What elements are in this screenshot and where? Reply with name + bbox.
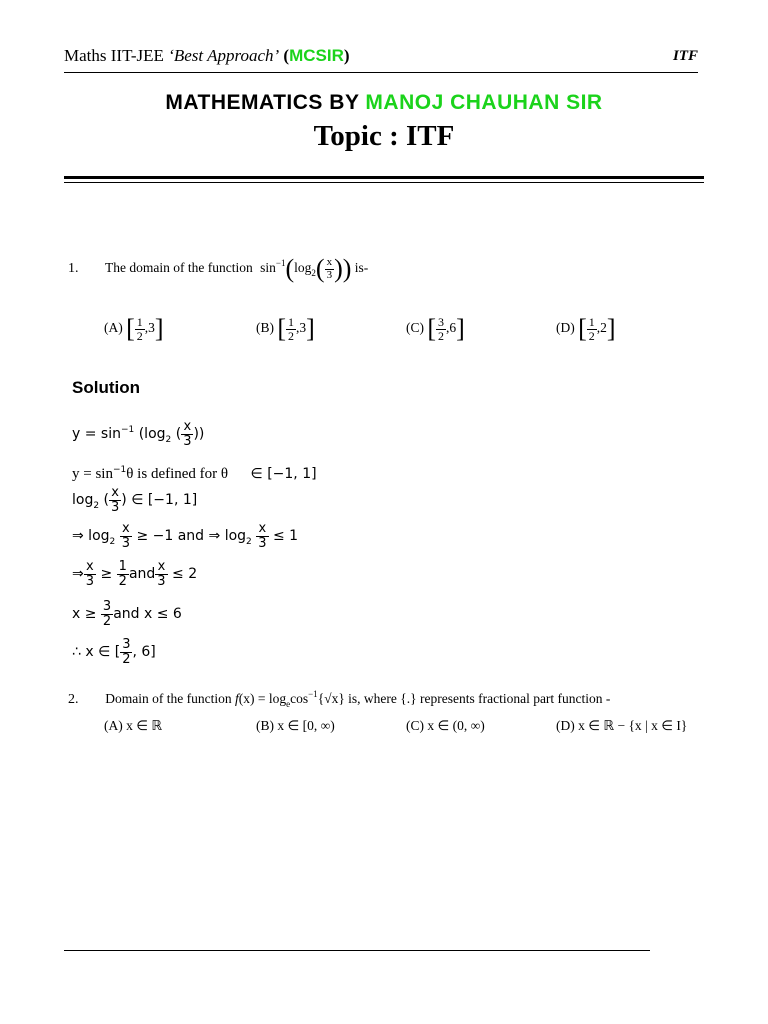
text: ≥ xyxy=(96,566,117,583)
running-header xyxy=(64,46,698,70)
option-label: (C) xyxy=(406,320,424,336)
frac-den: 2 xyxy=(588,328,595,343)
question-log: log xyxy=(294,260,312,276)
text: y = sin xyxy=(72,466,113,482)
text: ≥ −1 and ⇒ log xyxy=(132,528,247,545)
frac-num: x xyxy=(181,420,193,435)
frac-num: x xyxy=(326,255,333,268)
fraction xyxy=(109,486,121,514)
option-label: (A) xyxy=(104,320,123,336)
paren-inner-open: ( xyxy=(315,254,325,283)
fraction xyxy=(120,638,132,666)
bracket-open: [ xyxy=(578,314,587,343)
option-label: (D) xyxy=(556,718,575,733)
paren-inner-close: ) xyxy=(334,254,343,283)
banner-prefix: MATHEMATICS BY xyxy=(165,91,366,114)
text: , 6] xyxy=(132,644,156,661)
author-banner xyxy=(0,91,768,115)
option-label: (D) xyxy=(556,320,575,336)
frac-den: 3 xyxy=(183,433,192,449)
q2-option-c xyxy=(406,718,485,734)
option-upper: 3 xyxy=(299,320,307,336)
frac-num: 1 xyxy=(136,314,143,329)
option-value: x ∈ [0, ∞) xyxy=(277,718,335,733)
header-rule xyxy=(64,72,698,73)
question-1 xyxy=(68,254,368,284)
frac-den: 2 xyxy=(122,651,131,667)
text: and xyxy=(128,566,156,583)
question-log-base: 2 xyxy=(311,268,316,279)
frac-den: 3 xyxy=(326,268,333,281)
question-number: 1. xyxy=(68,261,79,277)
frac-den: 3 xyxy=(111,499,120,515)
option-upper: 6 xyxy=(449,320,457,336)
frac-num: 3 xyxy=(122,637,131,652)
frac-den: 2 xyxy=(136,328,143,343)
frac-den: 3 xyxy=(121,535,130,551)
frac-den: 3 xyxy=(85,573,95,589)
frac-den: 2 xyxy=(288,328,295,343)
running-header-left xyxy=(64,46,350,66)
option-label: (B) xyxy=(256,320,274,336)
bracket-close: ] xyxy=(456,314,465,343)
footer-rule xyxy=(64,950,650,951)
text: (log xyxy=(134,426,166,443)
bracket-close: ] xyxy=(606,314,616,343)
bracket-open: [ xyxy=(126,314,135,343)
fraction xyxy=(117,560,129,588)
sup: −1 xyxy=(308,689,318,699)
frac-den: 3 xyxy=(157,573,166,589)
frac-num: x xyxy=(109,486,121,501)
option-fraction xyxy=(436,316,446,342)
text: θ is defined for θ xyxy=(126,466,229,482)
option-value: x ∈ ℝ xyxy=(126,718,163,733)
option-label: (B) xyxy=(256,718,274,733)
bracket-close: ] xyxy=(154,314,164,343)
paren-open: ( xyxy=(285,254,295,283)
page-title: Topic : ITF xyxy=(313,120,455,152)
text: Domain of the function xyxy=(105,691,235,706)
sup: −1 xyxy=(120,425,135,436)
frac-den: 3 xyxy=(258,535,267,551)
header-subject: Maths IIT-JEE xyxy=(64,46,169,65)
text: ( xyxy=(171,426,182,443)
frac-num: 3 xyxy=(438,314,445,329)
frac-num: 1 xyxy=(288,314,295,329)
text: {√x} is, where {.} represents fractional part function - xyxy=(317,691,611,706)
title-rule-thin xyxy=(64,182,704,183)
question-number: 2. xyxy=(68,692,79,707)
solution-line-2 xyxy=(72,465,317,483)
option-a: (A) [ $\frac{1}{2}$ ,3] xyxy=(104,314,164,343)
question-fn-sup: −1 xyxy=(275,258,286,269)
fraction xyxy=(84,560,96,588)
frac-den: 2 xyxy=(118,573,127,589)
header-series: ‘Best Approach’ xyxy=(168,46,280,65)
running-header-right: ITF xyxy=(672,48,698,64)
question-fn: sin xyxy=(260,260,276,276)
bracket-open: [ xyxy=(277,314,287,343)
fraction xyxy=(120,522,132,550)
question-tail: is- xyxy=(354,260,369,276)
sub: 2 xyxy=(109,537,116,548)
text: ∈ [−1, 1] xyxy=(250,466,317,482)
frac-den: 2 xyxy=(102,613,112,629)
text: ) ∈ [−1, 1] xyxy=(121,492,198,509)
q2-option-d xyxy=(556,718,687,734)
q2-option-b xyxy=(256,718,335,734)
sub: 2 xyxy=(93,501,100,512)
text: and x ≤ 6 xyxy=(113,606,182,623)
sub: 2 xyxy=(165,435,172,446)
solution-line-7 xyxy=(72,638,156,666)
option-b: (B) [ $\frac{1}{2}$ ,3] xyxy=(256,314,315,343)
option-fraction xyxy=(135,316,145,342)
header-brand: MCSIR xyxy=(289,46,344,65)
solution-line-5 xyxy=(72,560,197,588)
text: f xyxy=(234,691,239,706)
text: x ≥ xyxy=(72,606,101,623)
text: ⇒ xyxy=(72,566,84,583)
frac-num: x xyxy=(256,522,268,537)
banner-author-name: MANOJ CHAUHAN SIR xyxy=(365,91,603,114)
option-value: x ∈ (0, ∞) xyxy=(427,718,485,733)
header-paren-open: ( xyxy=(279,46,290,65)
question-text: The domain of the function xyxy=(105,260,253,276)
frac-num: 1 xyxy=(118,559,127,574)
bracket-close: ] xyxy=(306,314,315,343)
text: (x) = log xyxy=(238,691,287,706)
solution-line-3 xyxy=(72,486,197,514)
text: y = sin xyxy=(72,426,121,443)
fraction xyxy=(256,522,268,550)
frac-num: 3 xyxy=(102,599,112,614)
option-label: (C) xyxy=(406,718,424,733)
solution-line-4 xyxy=(72,522,298,550)
frac-den: 2 xyxy=(438,328,445,343)
text: cos xyxy=(290,691,309,706)
option-label: (A) xyxy=(104,718,123,733)
q2-option-a xyxy=(104,718,162,734)
text: ≤ 1 xyxy=(268,528,299,545)
text: log xyxy=(72,492,94,509)
text: ⇒ log xyxy=(72,528,110,545)
fraction xyxy=(155,560,167,588)
sup: −1 xyxy=(112,465,127,475)
solution-heading: Solution xyxy=(72,378,140,397)
solution-line-6 xyxy=(72,600,182,628)
frac-num: 1 xyxy=(588,314,595,329)
question-2 xyxy=(68,689,610,709)
text: )) xyxy=(193,426,205,443)
fraction xyxy=(101,600,113,628)
option-upper: 3 xyxy=(148,320,155,336)
paren-close: ) xyxy=(342,254,352,283)
option-fraction xyxy=(286,316,296,342)
frac-num: x xyxy=(155,560,167,575)
option-d: (D) [ $\frac{1}{2}$ ,2] xyxy=(556,314,616,343)
frac-num: x xyxy=(84,560,96,575)
bracket-open: [ xyxy=(427,314,437,343)
option-upper: 2 xyxy=(600,320,607,336)
header-paren-close: ) xyxy=(343,46,350,65)
option-c: (C) [ $\frac{3}{2}$ ,6] xyxy=(406,314,465,343)
title-rule-thick xyxy=(64,176,704,179)
text: ∴ x ∈ [ xyxy=(72,644,121,661)
text: ( xyxy=(99,492,109,509)
frac-num: x xyxy=(120,522,132,537)
option-value: x ∈ ℝ − {x | x ∈ I} xyxy=(578,718,688,733)
solution-line-1 xyxy=(72,420,204,448)
question-fraction xyxy=(325,257,335,281)
text: ≤ 2 xyxy=(167,566,198,583)
sub: e xyxy=(286,699,291,709)
option-fraction xyxy=(587,316,597,342)
fraction xyxy=(181,420,193,448)
sub: 2 xyxy=(246,537,252,548)
